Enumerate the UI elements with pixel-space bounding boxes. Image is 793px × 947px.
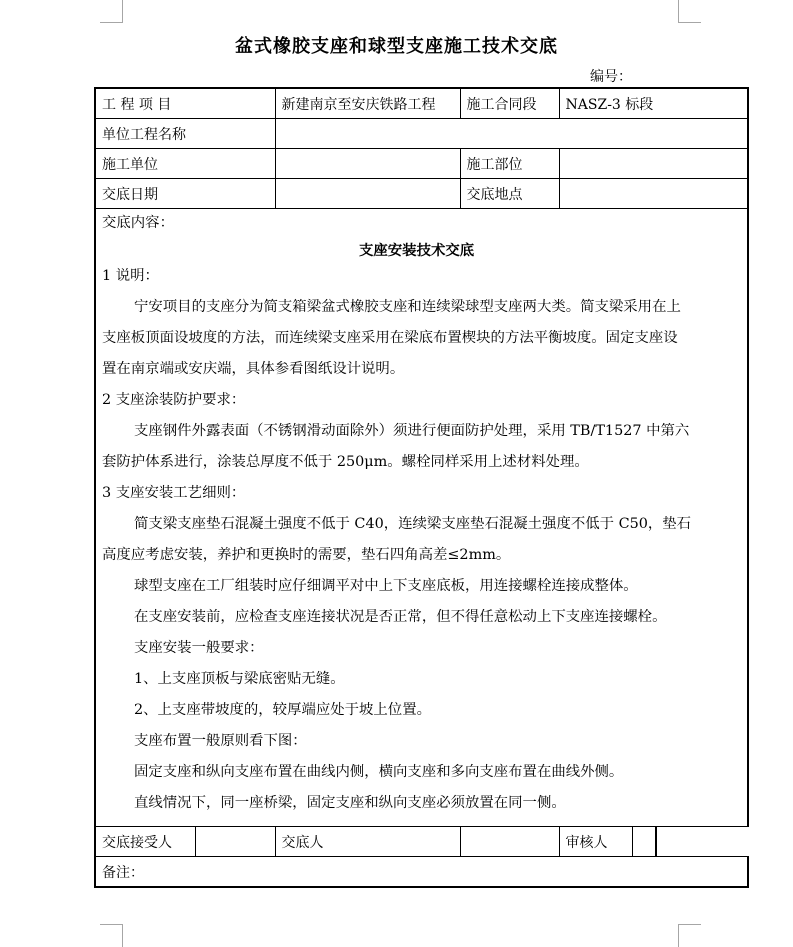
project-value[interactable]: 新建南京至安庆铁路工程 — [275, 88, 460, 119]
content-cell — [95, 209, 748, 827]
construction-unit-label: 施工单位 — [95, 149, 275, 179]
unit-project-row — [95, 119, 748, 149]
content-row — [95, 209, 748, 827]
content-label: 交底内容： — [102, 215, 174, 231]
receiver-label: 交底接受人 — [95, 827, 195, 857]
content-line: 支座钢件外露表面（不锈钢滑动面除外）须进行便面防护处理，采用 TB/T1527 中第六 — [134, 423, 690, 439]
remarks-row — [95, 857, 748, 888]
content-line: 高度应考虑安装，养护和更换时的需要，垫石四角高差≤2mm。 — [102, 547, 511, 563]
project-row — [95, 88, 748, 119]
content-line: 固定支座和纵向支座布置在曲线内侧，横向支座和多向支座布置在曲线外侧。 — [134, 764, 624, 780]
construction-part-value[interactable] — [559, 149, 748, 179]
content-line: 在支座安装前，应检查支座连接状况是否正常，但不得任意松动上下支座连接螺栓。 — [134, 609, 667, 625]
date-value[interactable] — [275, 179, 460, 209]
document-number-label: 编号： — [590, 69, 632, 85]
content-line: 支座布置一般原则看下图： — [134, 733, 307, 749]
content-line: 球型支座在工厂组装时应仔细调平对中上下支座底板，用连接螺栓连接成整体。 — [134, 578, 638, 594]
content-line: 1、上支座顶板与梁底密贴无缝。 — [134, 671, 345, 687]
content-line: 宁安项目的支座分为简支箱梁盆式橡胶支座和连续梁球型支座两大类。简支梁采用在上 — [134, 299, 681, 315]
contract-label: 施工合同段 — [460, 88, 559, 119]
project-label: 工 程 项 目 — [95, 88, 275, 119]
receiver-value[interactable] — [195, 827, 275, 857]
remarks-label[interactable]: 备注： — [95, 857, 748, 888]
document-title: 盆式橡胶支座和球型支座施工技术交底 — [235, 36, 558, 57]
presenter-value[interactable] — [460, 827, 559, 857]
contract-value[interactable]: NASZ-3 标段 — [559, 88, 748, 119]
unit-project-label: 单位工程名称 — [95, 119, 275, 149]
page-corner-mark — [678, 0, 701, 23]
content-line: 1 说明： — [102, 268, 159, 284]
signature-row — [95, 827, 748, 857]
content-line: 支座板顶面设坡度的方法，而连续梁支座采用在梁底布置楔块的方法平衡坡度。固定支座设 — [102, 330, 678, 346]
page-corner-mark — [678, 924, 701, 947]
content-line: 2、上支座带坡度的，较厚端应处于坡上位置。 — [134, 702, 431, 718]
unit-project-value[interactable] — [275, 119, 748, 149]
construction-part-label: 施工部位 — [460, 149, 559, 179]
content-line: 2 支座涂装防护要求： — [102, 392, 246, 408]
content-line: 支座安装一般要求： — [134, 640, 264, 656]
construction-unit-value[interactable] — [275, 149, 460, 179]
reviewer-value[interactable] — [632, 827, 656, 857]
content-body — [96, 209, 747, 826]
disclosure-form-table — [94, 87, 749, 888]
location-label: 交底地点 — [460, 179, 559, 209]
page-corner-mark — [100, 924, 123, 947]
content-line: 套防护体系进行，涂装总厚度不低于 250μm。螺栓同样采用上述材料处理。 — [102, 454, 589, 470]
presenter-label: 交底人 — [275, 827, 460, 857]
content-subtitle: 支座安装技术交底 — [359, 242, 475, 259]
content-line: 简支梁支座垫石混凝土强度不低于 C40，连续梁支座垫石混凝土强度不低于 C50，垫石 — [134, 516, 692, 532]
reviewer-label: 审核人 — [559, 827, 632, 857]
content-line: 置在南京端或安庆端，具体参看图纸设计说明。 — [102, 361, 405, 377]
content-line: 直线情况下，同一座桥梁，固定支座和纵向支座必须放置在同一侧。 — [134, 795, 566, 811]
date-row — [95, 179, 748, 209]
page-corner-mark — [100, 0, 123, 23]
content-line: 3 支座安装工艺细则： — [102, 485, 246, 501]
location-value[interactable] — [559, 179, 748, 209]
construction-unit-row — [95, 149, 748, 179]
date-label: 交底日期 — [95, 179, 275, 209]
